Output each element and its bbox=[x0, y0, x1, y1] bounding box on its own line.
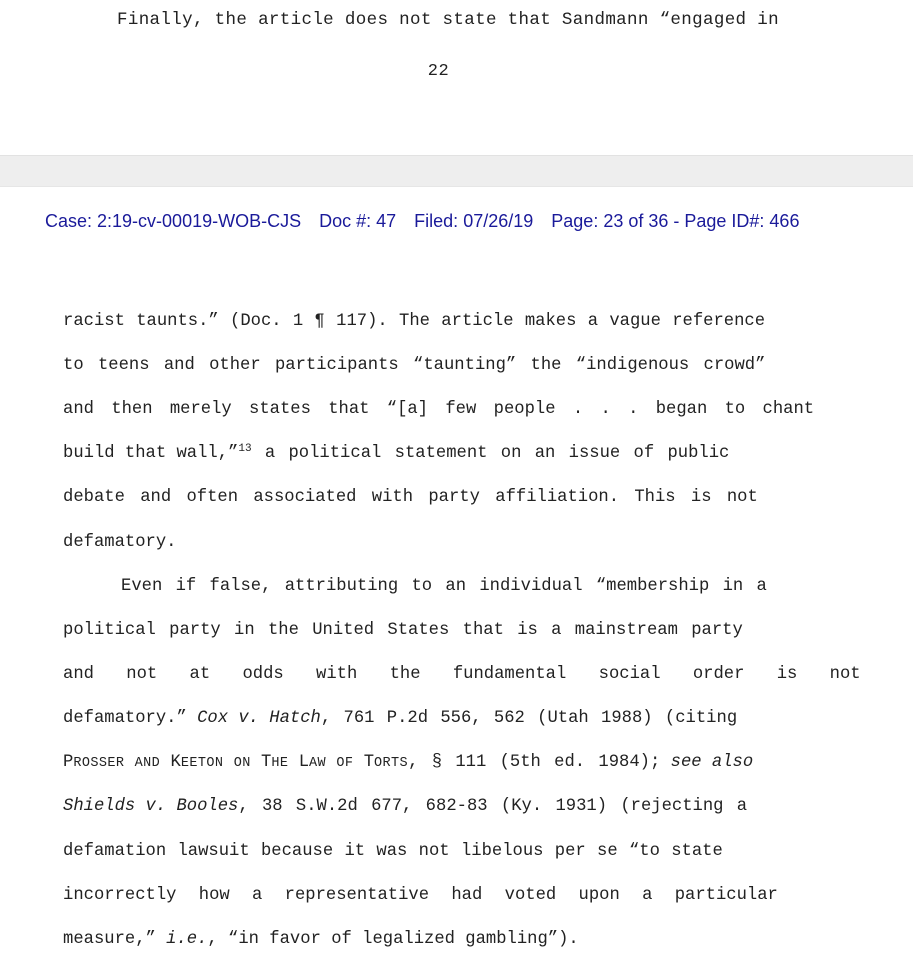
body-line bbox=[121, 576, 825, 598]
body-text: incorrectly how a representative had voted upon a particular bbox=[63, 886, 778, 905]
body-line bbox=[63, 841, 825, 863]
filed-date: Filed: 07/26/19 bbox=[414, 211, 534, 231]
body-line bbox=[63, 487, 825, 509]
body-line bbox=[63, 664, 861, 686]
body-text: , “in favor of legalized gambling”). bbox=[207, 930, 579, 949]
document-page bbox=[0, 187, 913, 978]
body-text: a political statement on an issue of public bbox=[251, 444, 730, 463]
body-line bbox=[63, 929, 825, 951]
latin-abbreviation: i.e. bbox=[166, 930, 208, 949]
body-line bbox=[63, 532, 825, 554]
case-header bbox=[45, 211, 799, 232]
body-line bbox=[63, 708, 825, 730]
body-text: defamation lawsuit because it was not libelous per se “to state bbox=[63, 842, 723, 861]
case-citation: Shields v. Booles bbox=[63, 797, 239, 816]
body-text: measure,” bbox=[63, 930, 167, 949]
case-citation: Cox v. Hatch bbox=[197, 709, 321, 728]
treatise-title: PROSSER AND KEETON ON THE LAW OF TORTS bbox=[63, 753, 409, 772]
body-line bbox=[63, 443, 825, 465]
body-text: to teens and other participants “taunting” the “indigenous crowd” bbox=[63, 356, 766, 375]
doc-number: Doc #: 47 bbox=[319, 211, 397, 231]
page-separator bbox=[0, 155, 913, 187]
body-text: build that wall,” bbox=[63, 444, 239, 463]
previous-page-bottom bbox=[0, 0, 913, 155]
body-line bbox=[63, 311, 825, 333]
body-line bbox=[63, 399, 825, 421]
case-number: Case: 2:19-cv-00019-WOB-CJS bbox=[45, 211, 302, 231]
body-line bbox=[63, 885, 825, 907]
body-text: and then merely states that “[a] few people . . . began to chant bbox=[63, 400, 815, 419]
body-text: , 38 S.W.2d 677, 682-83 (Ky. 1931) (rejecting a bbox=[238, 797, 748, 816]
page-info: Page: 23 of 36 - Page ID#: 466 bbox=[551, 211, 800, 231]
body-line bbox=[63, 796, 825, 818]
body-line bbox=[63, 620, 825, 642]
footnote-reference: 13 bbox=[238, 443, 252, 455]
body-text: racist taunts.” (Doc. 1 ¶ 117). The article makes a vague reference bbox=[63, 312, 766, 331]
previous-page-last-line: Finally, the article does not state that Sandmann “engaged in bbox=[117, 10, 779, 30]
body-line bbox=[63, 752, 825, 774]
citation-signal: see also bbox=[670, 753, 754, 772]
body-text: , § 111 (5th ed. 1984); bbox=[408, 753, 661, 772]
body-text: defamatory.” bbox=[63, 709, 198, 728]
page-number: 22 bbox=[427, 62, 450, 81]
body-text: defamatory. bbox=[63, 533, 177, 552]
body-line bbox=[63, 355, 825, 377]
body-text: , 761 P.2d 556, 562 (Utah 1988) (citing bbox=[320, 709, 738, 728]
body-text: and not at odds with the fundamental social order is not bbox=[63, 665, 861, 684]
body-text: political party in the United States that is a mainstream party bbox=[63, 621, 743, 640]
body-text: debate and often associated with party affiliation. This is not bbox=[63, 488, 758, 507]
body-text: Even if false, attributing to an individual “membership in a bbox=[121, 577, 767, 596]
